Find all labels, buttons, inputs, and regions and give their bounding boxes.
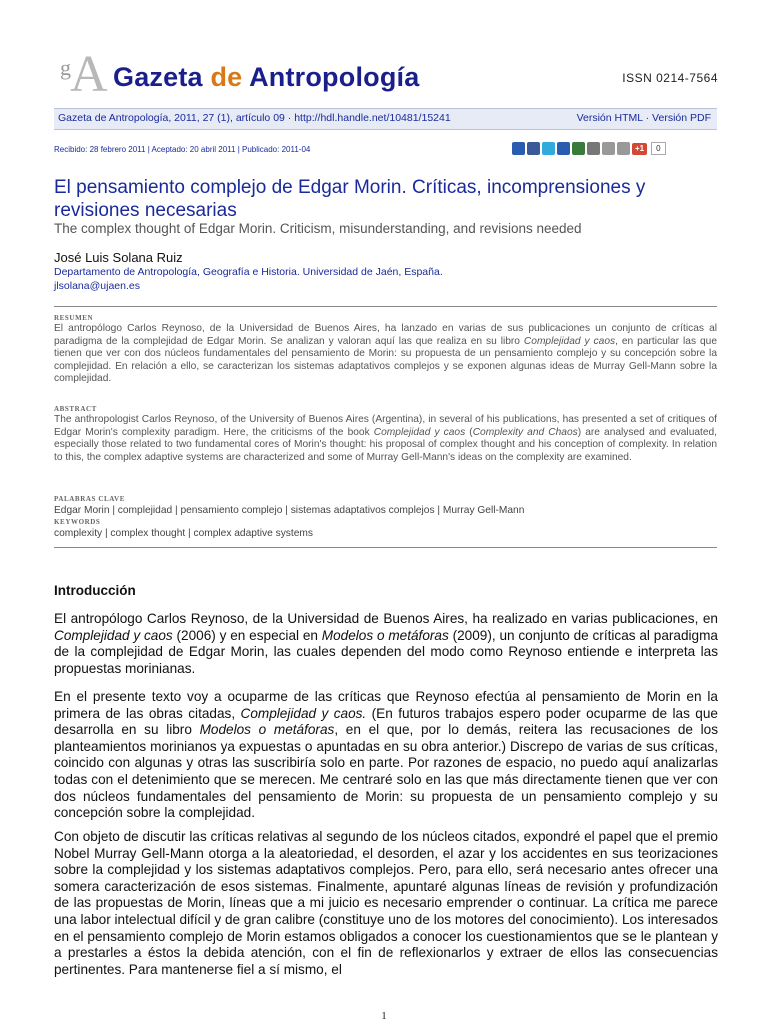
author-email[interactable]: jlsolana@ujaen.es xyxy=(54,280,140,292)
share-toolbar xyxy=(512,142,666,155)
author-affiliation: Departamento de Antropología, Geografía e Historia. Universidad de Jaén, España. xyxy=(54,266,443,278)
paragraph-3: Con objeto de discutir las críticas relativas al segundo de los núcleos citados, expondré el papel que el premio Nobel Murray Gell-Mann otorga a la aleatoriedad, el desorden, el azar y los accidentes en sus teorizaciones sobre la complejidad y los sistemas adaptativos complejos. Pero, para ello, será necesario antes ofrecer una somera caracterización de esos sistemas. Finalmente, apuntaré algunas líneas de revisión y profundización de las propuestas de Morin, líneas que a mi juicio es necesario emprender o continuar. La crítica me parece una labor intelectual difícil y de gran calibre (constituye uno de los motores del conocimiento). Los interesados en el pensamiento complejo de Morin estamos obligados a conocer los cuestionamientos que se le plantean y a prestarles a éstos la debida atención, con el fin de reflexionarlos y extraer de ellos las consecuencias pertinentes. Para mantenerse fiel a sí mismo, el xyxy=(54,829,718,977)
keywords-label: KEYWORDS xyxy=(54,518,101,526)
keywords-text: complexity | complex thought | complex adaptive systems xyxy=(54,528,313,539)
resumen-label: RESUMEN xyxy=(54,314,94,322)
mail-icon[interactable] xyxy=(617,142,630,155)
divider xyxy=(54,547,717,548)
facebook-icon[interactable] xyxy=(527,142,540,155)
page-number: 1 xyxy=(381,1010,387,1022)
article-title: El pensamiento complejo de Edgar Morin. Críticas, incomprensiones y revisiones necesarias xyxy=(54,177,646,221)
section-heading: Introducción xyxy=(54,583,136,598)
article-subtitle: The complex thought of Edgar Morin. Criticism, misunderstanding, and revisions needed xyxy=(54,221,582,236)
palabras-clave-label: PALABRAS CLAVE xyxy=(54,495,125,503)
share-count: 0 xyxy=(651,142,665,155)
logo-mark-icon: g A xyxy=(60,46,108,103)
palabras-clave-text: Edgar Morin | complejidad | pensamiento complejo | sistemas adaptativos complejos | Murray Gell-Mann xyxy=(54,505,525,516)
citation-bar xyxy=(54,108,717,130)
resumen-text: El antropólogo Carlos Reynoso, de la Universidad de Buenos Aires, ha lanzado en varias de sus publicaciones un conjunto de críticas al paradigma de la complejidad de Edgar Morin. Se analizan y valoran aquí las que realiza en su libro Complejidad y caos, en particular las que tienen que ver con dos núcleos fundamentales del pensamiento de Morin: su propuesta de un pensamiento complejo y su concepción sobre la complejidad. En relación a ello, se caracterizan los sistemas adaptativos complejos y se exponen algunas ideas de Murray Gell-Mann sobre la complejidad. xyxy=(54,323,717,384)
journal-title-word-2: de xyxy=(210,62,243,92)
journal-title xyxy=(113,62,419,93)
abstract-label: ABSTRACT xyxy=(54,405,97,413)
paragraph-1: El antropólogo Carlos Reynoso, de la Universidad de Buenos Aires, ha realizado en varias publicaciones, en Complejidad y caos (2006) y en especial en Modelos o metáforas (2009), un conjunto de críticas al paradigma de la complejidad de Edgar Morin, las cuales dependen del modo como Reynoso entiende e interpreta las propuestas morinianas. xyxy=(54,611,718,676)
citation-link[interactable]: Gazeta de Antropología, 2011, 27 (1), artículo 09 · http://hdl.handle.net/10481/15241 xyxy=(58,112,451,124)
twitter-icon[interactable] xyxy=(542,142,555,155)
abstract-text: The anthropologist Carlos Reynoso, of the University of Buenos Aires (Argentina), in several of his publications, has presented a set of critiques of Edgar Morin's complexity paradigm. Here, the criticisms of the book Complejidad y caos (Complexity and Chaos) are analysed and evaluated, especially those related to two fundamental cores of Morin's thought: his proposal of complex thought and his conception of complexity. In relation to this, the complex adaptive systems are characterized and some of Murray Gell-Mann's ideas on the complexity are examined. xyxy=(54,414,718,463)
journal-logo xyxy=(60,46,108,104)
print-icon[interactable] xyxy=(587,142,600,155)
divider xyxy=(54,306,717,307)
email-icon[interactable] xyxy=(602,142,615,155)
publication-dates: Recibido: 28 febrero 2011 | Aceptado: 20 abril 2011 | Publicado: 2011-04 xyxy=(54,145,311,154)
delicious-icon[interactable] xyxy=(572,142,585,155)
version-links[interactable]: Versión HTML · Versión PDF xyxy=(576,112,711,124)
author-name: José Luis Solana Ruiz xyxy=(54,250,183,265)
share-icon[interactable] xyxy=(557,142,570,155)
bookmark-icon[interactable] xyxy=(512,142,525,155)
google-plus-button[interactable]: +1 xyxy=(632,143,647,155)
journal-title-word-1: Gazeta xyxy=(113,62,203,92)
paragraph-2: En el presente texto voy a ocuparme de las críticas que Reynoso efectúa al pensamiento de Morin en la primera de las obras citadas, Complejidad y caos. (En futuros trabajos espero poder ocuparme de las que desarrolla en su libro Modelos o metáforas, en el que, por lo demás, reitera las recusaciones de los planteamientos morinianos ya expuestas o apuntadas en su obra anterior.) Discrepo de varias de sus críticas, coincido con algunas y otras las suscribiría solo en parte. Por razones de espacio, no puedo aquí analizarlas todas con el detenimiento que se merecen. Me centraré solo en las que más directamente tienen que ver con dos núcleos fundamentales del pensamiento de Morin: su propuesta de un pensamiento complejo y su concepción sobre la complejidad. xyxy=(54,689,719,821)
issn: ISSN 0214-7564 xyxy=(622,71,718,85)
journal-title-word-3: Antropología xyxy=(249,62,420,92)
